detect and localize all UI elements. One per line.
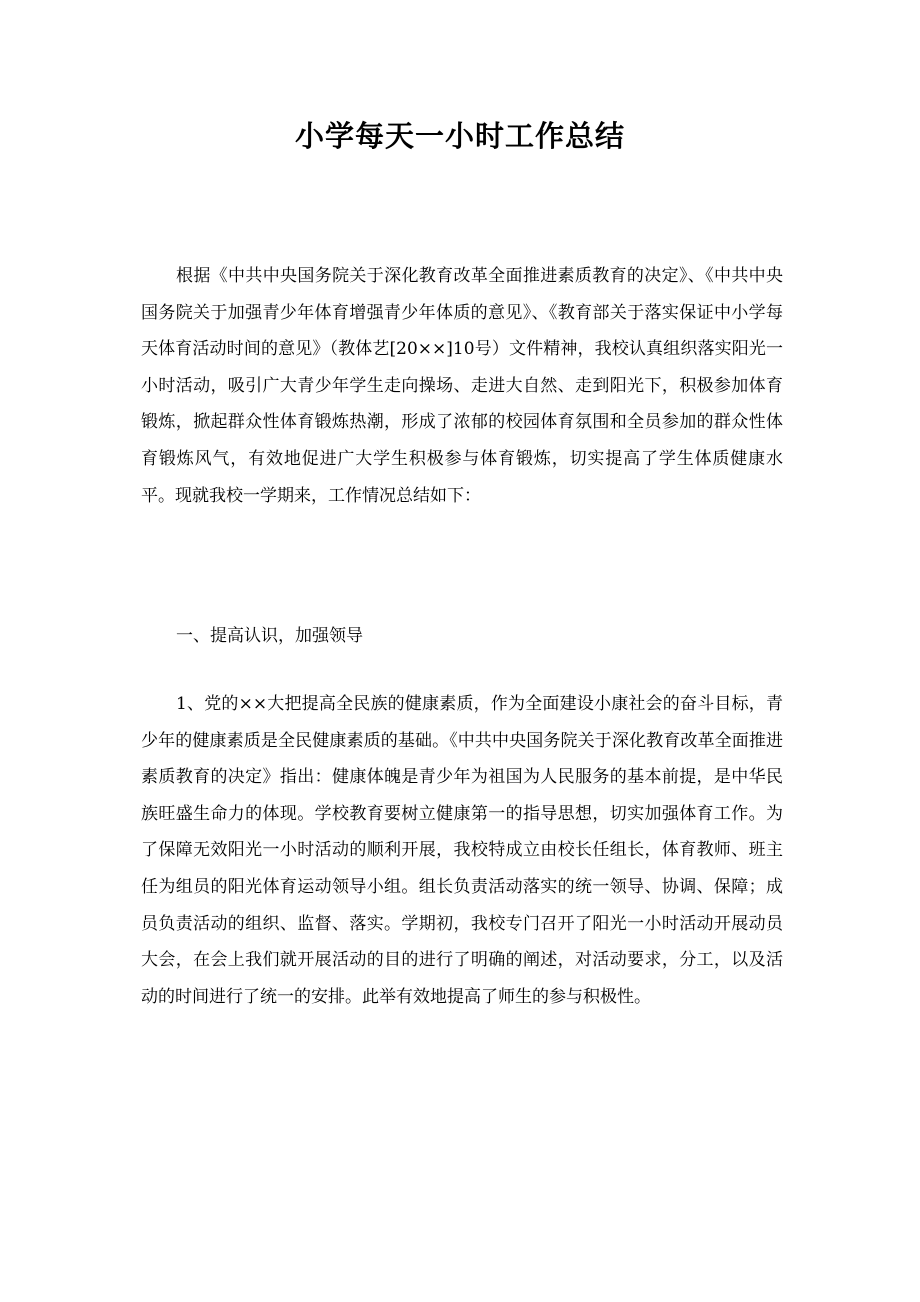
document-title: 小学每天一小时工作总结 <box>294 119 625 153</box>
section-heading: 一、提高认识，加强领导 <box>176 626 363 646</box>
section-paragraph-1: 1、党的××大把提高全民族的健康素质，作为全面建设小康社会的奋斗目标，青少年的健康素质是全民健康素质的基础。《中共中央国务院关于深化教育改革全面推进素质教育的决定》指出：健康体魄是青少年为祖国为人民服务的基本前提，是中华民族旺盛生命力的体现。学校教育要树立健康第一的指导思想，切实加强体育工作。为了保障无效阳光一小时活动的顺利开展，我校特成立由校长任组长，体育教师、班主任为组员的阳光体育运动领导小组。组长负责活动落实的统一领导、协调、保障；成员负责活动的组织、监督、落实。学期初，我校专门召开了阳光一小时活动开展动员大会，在会上我们就开展活动的目的进行了明确的阐述，对活动要求，分工，以及活动的时间进行了统一的安排。此举有效地提高了师生的参与积极性。 <box>141 694 783 1007</box>
intro-paragraph: 根据《中共中央国务院关于深化教育改革全面推进素质教育的决定》、《中共中央国务院关于加强青少年体育增强青少年体质的意见》、《教育部关于落实保证中小学每天体育活动时间的意见》（教体艺[20××]10号）文件精神，我校认真组织落实阳光一小时活动，吸引广大青少年学生走向操场、走进大自然、走到阳光下，积极参加体育锻炼，掀起群众性体育锻炼热潮，形成了浓郁的校园体育氛围和全员参加的群众性体育锻炼风气，有效地促进广大学生积极参与体育锻炼，切实提高了学生体质健康水平。现就我校一学期来，工作情况总结如下： <box>141 266 783 506</box>
